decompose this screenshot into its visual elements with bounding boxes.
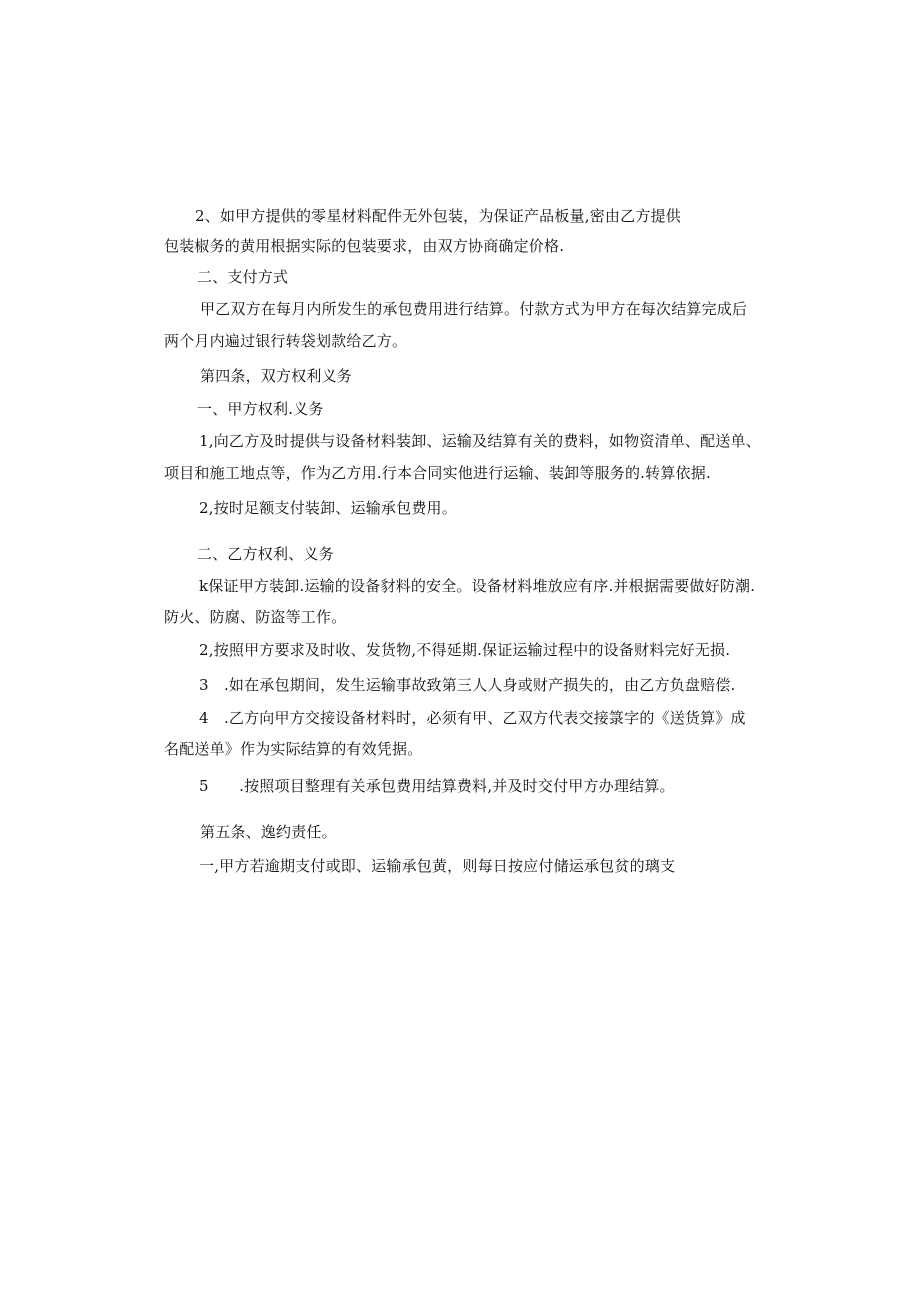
- text-line: k保证甲方装卸.运输的设备豺料的安全。设备材料堆放应有序.并根据需要做好防潮.: [199, 577, 756, 595]
- text-line: 2,按时足额支付装卸、运输承包费用。: [199, 499, 457, 517]
- text-line: 1,向乙方及时提供与设备材料装卸、运输及结算有关的费料，如物资清单、配送单、: [199, 432, 761, 450]
- text-line: 甲乙双方在每月内所发生的承包费用进行结算。付款方式为甲方在每次结算完成后: [200, 300, 748, 318]
- text-line: 两个月内遍过银行转袋划款给乙方。: [164, 332, 408, 350]
- article-heading: 第五条、逸约责任。: [200, 823, 337, 841]
- text-line: 防火、防腐、防盗等工作。: [164, 608, 347, 626]
- section-heading: 二、支付方式: [197, 268, 289, 286]
- text-line: 项目和施工地点等，作为乙方用.行本合同实他进行运输、装卸等服务的.转算依据.: [164, 464, 711, 482]
- section-heading: 二、乙方权利、义务: [197, 545, 334, 563]
- section-heading: 一、甲方权利.义务: [197, 400, 324, 418]
- text-line: 一,甲方若逾期支付或即、运输承包黄，则每日按应付储运承包贫的璃支: [199, 857, 676, 875]
- text-line: 5 .按照项目整理有关承包费用结算费料,并及时交付甲方办理结算。: [199, 777, 675, 795]
- text-line: 2,按照甲方要求及时收、发货物,不得延期.保证运输过程中的设备财料完好无损.: [199, 641, 731, 659]
- text-line: 3 .如在承包期间，发生运输事故致第三人人身或财产损失的，由乙方负盘赔偿.: [199, 676, 736, 694]
- text-line: 4 .乙方向甲方交接设备材料时，必须有甲、乙双方代表交接箓字的《送货算》成: [199, 709, 746, 727]
- article-heading: 第四条，双方权利义务: [200, 367, 353, 385]
- text-line: 名配送单》作为实际结算的有效凭据。: [164, 740, 423, 758]
- text-line: 包装椒务的黄用根据实际的包装要求，由双方协商确定价格.: [164, 237, 565, 255]
- text-line: 2、如甲方提供的零星材料配件无外包装，为保证产品板量,密由乙方提供: [195, 207, 681, 225]
